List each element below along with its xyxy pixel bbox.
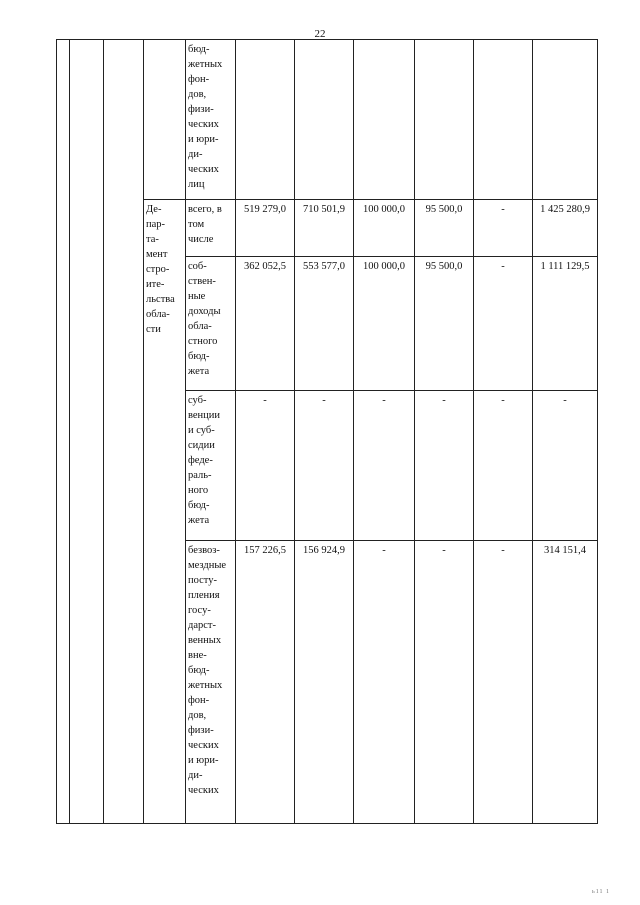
value-cell xyxy=(295,40,354,200)
blank-column-1 xyxy=(57,40,70,824)
value-cell: 100 000,0 xyxy=(354,257,415,391)
value-cell: 519 279,0 xyxy=(236,200,295,257)
funding-source-label: суб- венции и суб- сидии феде- раль- ного бюд- жета xyxy=(186,391,236,541)
department-label: Де- пар- та- мент стро- ите- льства обла- сти xyxy=(144,200,186,824)
value-cell: 362 052,5 xyxy=(236,257,295,391)
value-cell: 157 226,5 xyxy=(236,541,295,824)
value-cell: 95 500,0 xyxy=(415,257,474,391)
funding-source-label: всего, в том числе xyxy=(186,200,236,257)
funding-source-label: бюд- жетных фон- дов, физи- ческих и юри- ди- ческих лиц xyxy=(186,40,236,200)
blank-department-cell xyxy=(144,40,186,200)
value-cell: 1 425 280,9 xyxy=(533,200,598,257)
value-cell: 95 500,0 xyxy=(415,200,474,257)
value-cell: 314 151,4 xyxy=(533,541,598,824)
value-cell: - xyxy=(415,391,474,541)
value-cell: 156 924,9 xyxy=(295,541,354,824)
funding-source-label: соб- ствен- ные доходы обла- стного бюд- жета xyxy=(186,257,236,391)
value-cell: - xyxy=(474,391,533,541)
value-cell xyxy=(354,40,415,200)
value-cell: 710 501,9 xyxy=(295,200,354,257)
value-cell: - xyxy=(415,541,474,824)
table-row xyxy=(57,40,598,200)
blank-column-2 xyxy=(70,40,104,824)
value-cell xyxy=(533,40,598,200)
value-cell: 100 000,0 xyxy=(354,200,415,257)
value-cell: 553 577,0 xyxy=(295,257,354,391)
value-cell: - xyxy=(474,200,533,257)
value-cell: - xyxy=(354,391,415,541)
value-cell: - xyxy=(354,541,415,824)
footer-mark: ь11 1 xyxy=(591,889,610,895)
budget-table xyxy=(56,39,598,824)
blank-column-3 xyxy=(104,40,144,824)
value-cell: 1 111 129,5 xyxy=(533,257,598,391)
value-cell: - xyxy=(474,541,533,824)
funding-source-label: безвоз- мездные посту- пления госу- дарст- венных вне- бюд- жетных фон- дов, физи- ческих и юри- ди- ческих xyxy=(186,541,236,824)
value-cell xyxy=(415,40,474,200)
value-cell xyxy=(236,40,295,200)
value-cell: - xyxy=(236,391,295,541)
value-cell: - xyxy=(295,391,354,541)
value-cell: - xyxy=(533,391,598,541)
value-cell: - xyxy=(474,257,533,391)
value-cell xyxy=(474,40,533,200)
page-number: 22 xyxy=(314,28,326,40)
